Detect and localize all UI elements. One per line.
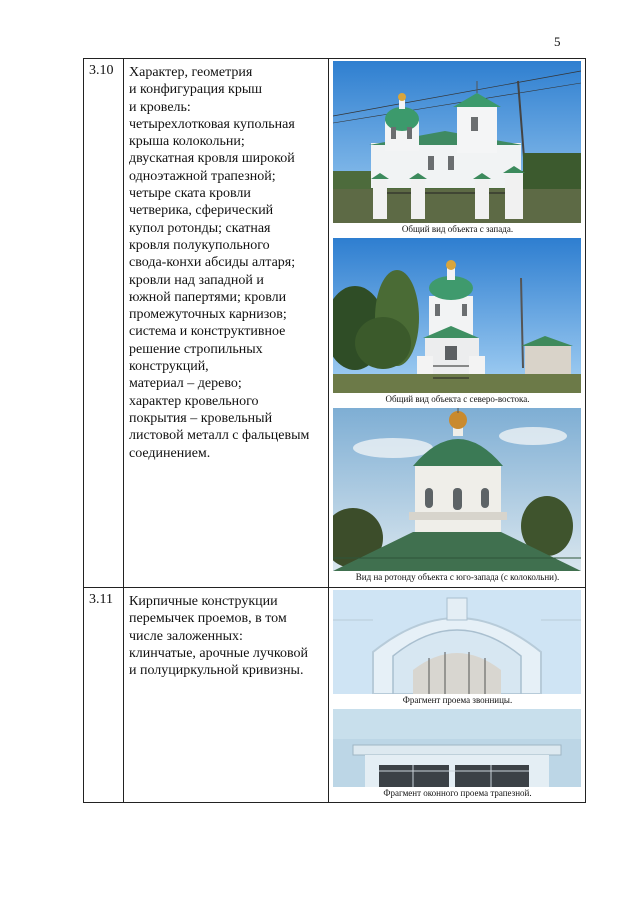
description-line: конструкций, [129, 359, 209, 375]
description-line: и кровель: [129, 99, 191, 115]
description-line: южной папертями; кровли [129, 289, 287, 305]
description-cell [124, 59, 329, 588]
photo-cell [329, 59, 586, 588]
description-line: и конфигурация крыш [129, 82, 263, 98]
description-line: крыша колокольни; [129, 134, 245, 150]
description-line: одноэтажной трапезной; [129, 168, 276, 184]
description-line: свода-конхи абсиды алтаря; [129, 255, 296, 271]
description-line: купол ротонды; скатная [129, 220, 271, 236]
photo-caption: Фрагмент оконного проема трапезной. [383, 788, 532, 798]
description-line: характер кровельного [129, 393, 259, 409]
description-line: кровли над западной и [129, 272, 264, 288]
description-line: листовой металл с фальцевым [129, 428, 310, 444]
photo-caption: Вид на ротонду объекта с юго-запада (с колокольни). [355, 572, 560, 582]
description-line: клинчатые, арочные лучковой [129, 645, 309, 661]
row-number-cell [84, 588, 124, 803]
page-number: 5 [554, 34, 561, 49]
document-table [83, 58, 586, 803]
table-row [84, 59, 586, 588]
description-line: покрытия – кровельный [129, 410, 273, 426]
description-line: и полуциркульной кривизны. [129, 663, 304, 679]
description-line: кровля полукупольного [129, 237, 270, 253]
description-cell [124, 588, 329, 803]
row-number: 3.10 [89, 63, 114, 78]
description-line: Кирпичные конструкции [129, 594, 278, 609]
photo-caption: Общий вид объекта с северо-востока. [385, 394, 530, 404]
description-line: числе заложенных: [129, 628, 243, 644]
refectory-window-photo [333, 709, 581, 787]
description-line: четырехлотковая купольная [129, 116, 295, 132]
description-line: четверика, сферический [129, 203, 274, 219]
description-line: четыре ската кровли [129, 186, 251, 202]
description-line: Характер, геометрия [129, 65, 253, 80]
photo-caption: Общий вид объекта с запада. [401, 224, 514, 234]
table-row [84, 588, 586, 803]
description-line: двускатная кровля широкой [129, 151, 295, 167]
church-west-view-photo [333, 61, 581, 223]
photo-caption: Фрагмент проема звонницы. [402, 695, 513, 705]
description-line: перемычек проемов, в том [129, 611, 287, 627]
description-line: система и конструктивное [129, 324, 286, 340]
description-line: промежуточных карнизов; [129, 307, 287, 323]
row-number: 3.11 [89, 592, 113, 607]
row-description [124, 588, 328, 679]
belfry-opening-photo [333, 590, 581, 694]
photo-cell [329, 588, 586, 803]
description-line: материал – дерево; [129, 376, 242, 392]
row-number-cell [84, 59, 124, 588]
row-description [124, 59, 328, 462]
description-line: соединением. [129, 445, 211, 461]
church-northeast-view-photo [333, 238, 581, 393]
rotunda-southwest-view-photo [333, 408, 581, 571]
description-line: решение стропильных [129, 341, 263, 357]
